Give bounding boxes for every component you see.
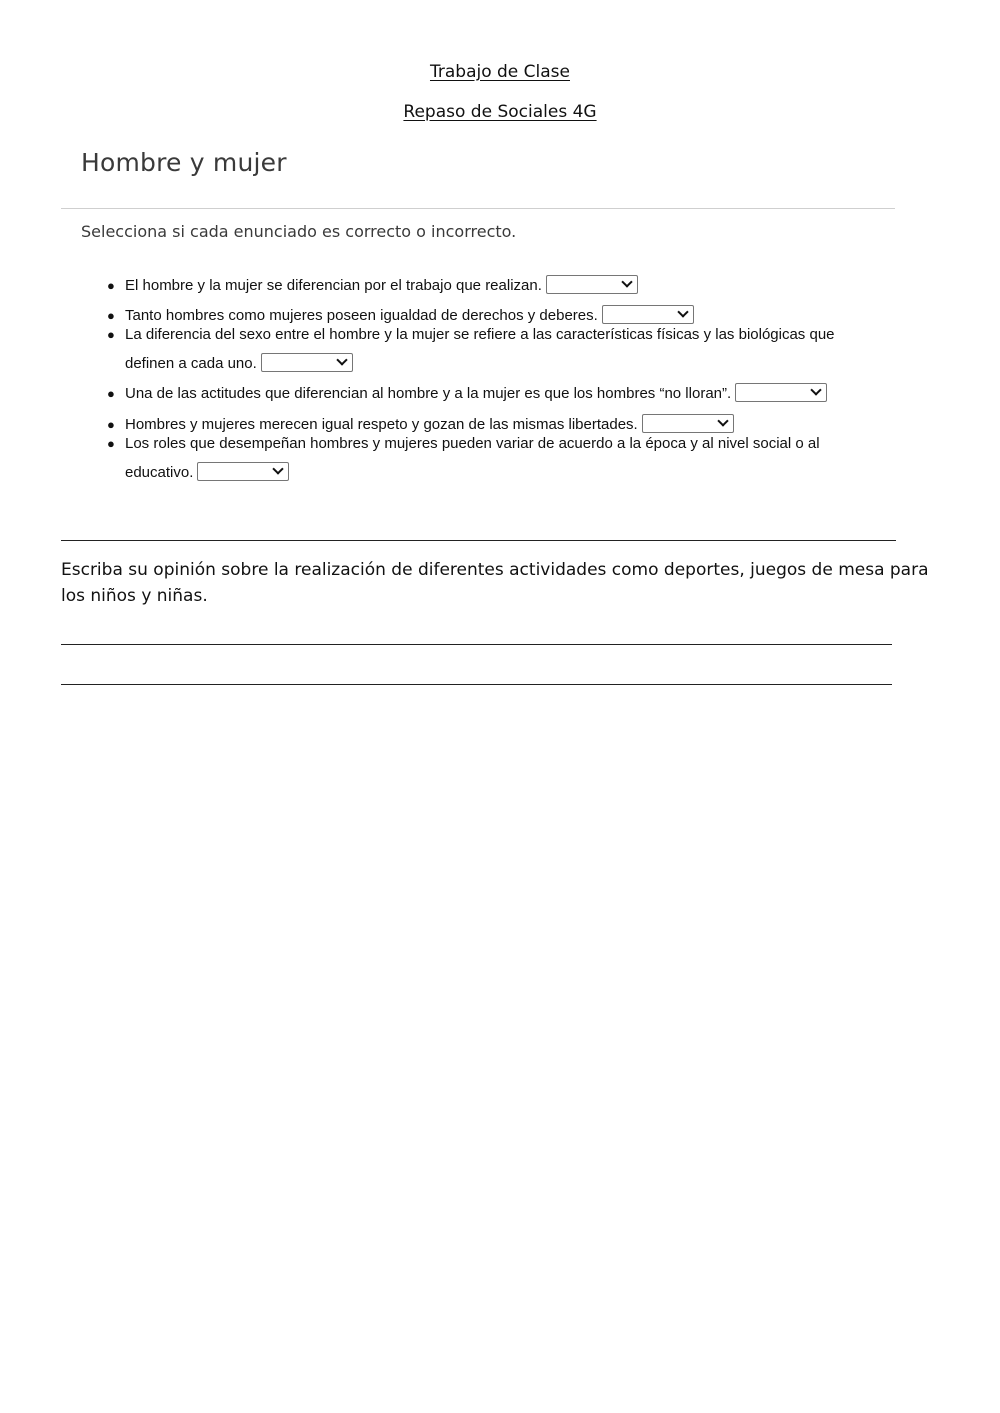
bullet-icon: ● [107,436,115,451]
question-item-1 [107,271,855,300]
answer-line-1[interactable] [61,644,892,645]
opinion-prompt: Escriba su opinión sobre la realización de diferentes actividades como deportes, juegos de mesa para los niños y niñas. [61,560,929,606]
question-text-4: Una de las actitudes que diferencian al hombre y a la mujer es que los hombres “no lloran”. [125,385,732,402]
quiz-instruction: Selecciona si cada enunciado es correcto o incorrecto. [81,222,517,241]
question-text-3: La diferencia del sexo entre el hombre y la mujer se refiere a las características físicas y las biológicas que definen a cada uno. [125,326,835,372]
bullet-icon: ● [107,386,115,401]
answer-select-1[interactable] [546,275,638,294]
answer-select-6[interactable] [197,462,289,481]
chevron-down-icon [717,415,728,426]
question-text-1: El hombre y la mujer se diferencian por el trabajo que realizan. [125,277,542,294]
answer-select-4[interactable] [735,383,827,402]
chevron-down-icon [677,306,688,317]
chevron-down-icon [336,354,347,365]
bullet-icon: ● [107,278,115,293]
separator-line [61,540,896,541]
bullet-icon: ● [107,417,115,432]
answer-line-2[interactable] [61,684,892,685]
quiz-divider [61,208,895,209]
question-text-2: Tanto hombres como mujeres poseen igualdad de derechos y deberes. [125,307,598,324]
chevron-down-icon [273,463,284,474]
document-title: Trabajo de Clase [429,62,570,82]
question-text-6: Los roles que desempeñan hombres y mujeres pueden variar de acuerdo a la época y al nivel social o al educativo. [125,435,820,481]
document-subtitle: Repaso de Sociales 4G [403,102,597,122]
question-item-6 [107,429,855,487]
question-item-3 [107,320,855,378]
question-text-5: Hombres y mujeres merecen igual respeto y gozan de las mismas libertades. [125,416,638,433]
chevron-down-icon [811,384,822,395]
bullet-icon: ● [107,308,115,323]
chevron-down-icon [621,276,632,287]
quiz-title: Hombre y mujer [81,148,287,177]
bullet-icon: ● [107,327,115,342]
question-item-4 [107,379,855,408]
answer-select-3[interactable] [261,353,353,372]
